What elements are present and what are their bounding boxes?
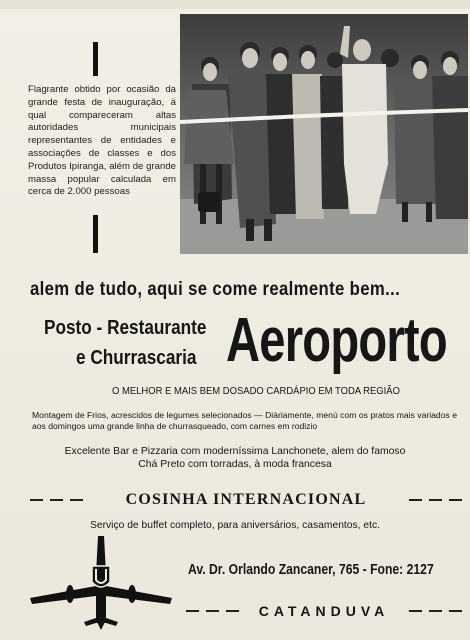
cosinha-internacional-title: COSINHA INTERNACIONAL xyxy=(125,491,367,508)
city-row xyxy=(186,600,462,622)
dash-divider-city-right xyxy=(409,610,462,612)
address-phone: Av. Dr. Orlando Zancaner, 765 - Fone: 2127 xyxy=(188,562,434,578)
dash-divider-left xyxy=(30,499,83,501)
churrascaria-title: e Churrascaria xyxy=(76,347,197,369)
frios-description: Montagem de Frios, acrescidos de legumes selecionados — Diàriamente, menú com os pratos mais variados e aos domingos uma grande linha de churrasqueado, com carnes em rodizio xyxy=(32,410,457,431)
posto-restaurante-title: Posto - Restaurante xyxy=(44,317,207,339)
cosinha-internacional-row xyxy=(30,490,462,510)
photo-caption: Flagrante obtido por ocasião da grande festa de inauguração, à qual compareceram altas autoridades municipais representantes de entidades e associações de classes e dos Produtos Ipiranga, além de grande massa popular calculada em cerca de 2.000 pessoas xyxy=(28,84,176,198)
inauguration-photo xyxy=(180,14,468,254)
headline: alem de tudo, aqui se come realmente bem... xyxy=(30,279,401,300)
dash-divider-city-left xyxy=(186,610,239,612)
ribbon-cutting-photo-icon xyxy=(180,14,468,254)
bar-pizzaria-line: Excelente Bar e Pizzaria com moderníssima Lanchonete, alem do famoso xyxy=(64,446,406,457)
page-top-edge xyxy=(0,0,470,9)
caption-divider-top xyxy=(93,42,98,76)
dash-divider-right xyxy=(409,499,462,501)
aeroporto-brand: Aeroporto xyxy=(226,306,447,375)
buffet-service-line: Serviço de buffet completo, para aniversários, casamentos, etc. xyxy=(90,520,380,531)
city-name: CATANDUVA xyxy=(258,603,390,619)
menu-tagline: O MELHOR E MAIS BEM DOSADO CARDÁPIO EM TODA REGIÃO xyxy=(112,385,400,397)
cha-preto-line: Chá Preto com torradas, à moda francesa xyxy=(138,459,332,470)
airplane-logo-icon xyxy=(30,534,172,632)
caption-divider-bottom xyxy=(93,215,98,253)
